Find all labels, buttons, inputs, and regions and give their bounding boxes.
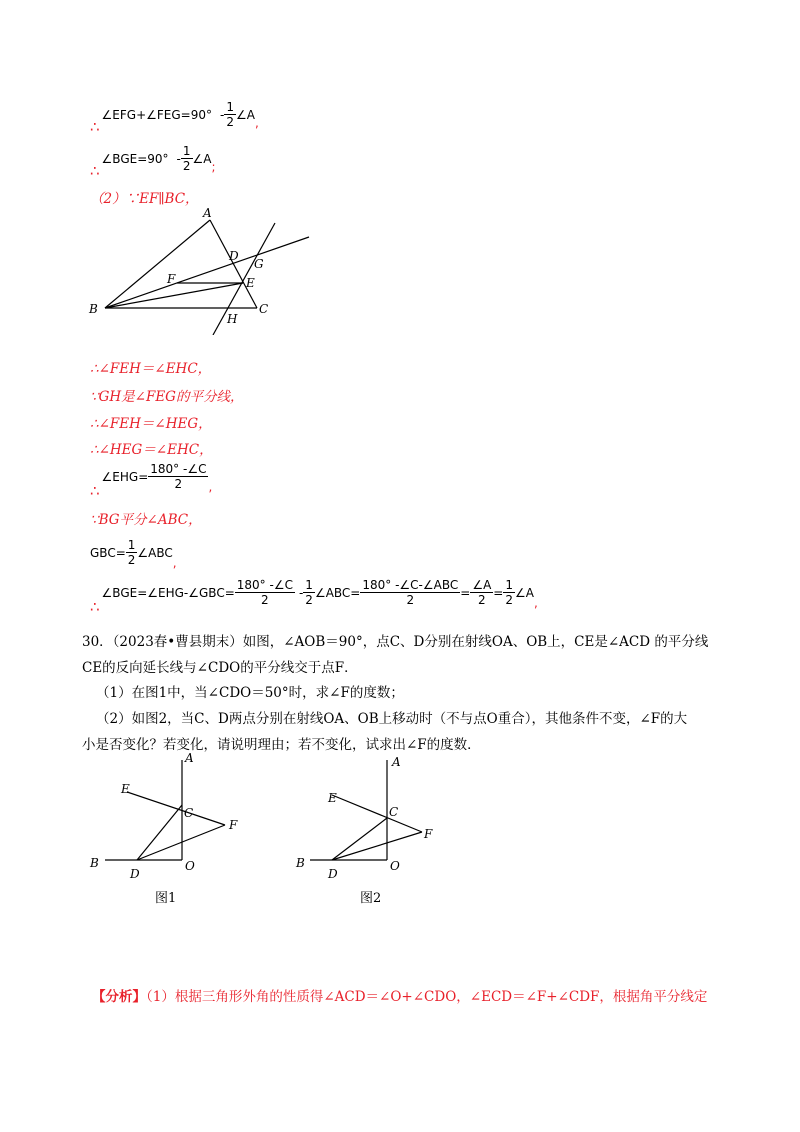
figure-1 <box>85 750 255 910</box>
therefore-symbol: ∴ <box>90 117 100 136</box>
fraction-denominator: 2 <box>226 115 234 129</box>
fraction-denominator: 2 <box>148 476 208 491</box>
fraction-denominator: 2 <box>470 592 493 607</box>
label-B: B <box>296 856 305 870</box>
expr-tail: ∠A <box>192 151 212 166</box>
label-D: D <box>130 867 140 881</box>
gbc-line <box>90 538 177 570</box>
ehg-line <box>90 462 213 500</box>
expr-tail: ∠A <box>236 107 255 122</box>
fraction-half <box>224 100 236 129</box>
label-D: D <box>229 249 239 263</box>
bg-bisect-line: ∵BG平分∠ABC， <box>90 512 202 528</box>
label-D: D <box>328 867 338 881</box>
therefore-symbol: ∴ <box>90 161 100 180</box>
fraction-denominator: 2 <box>127 553 136 567</box>
fraction-numerator: 180° -∠C <box>150 462 207 476</box>
expr-left: ∠EFG+∠FEG=90° <box>101 107 213 122</box>
label-C: C <box>259 302 269 316</box>
label-C: C <box>184 806 194 820</box>
label-B: B <box>89 302 98 316</box>
figure-caption: 图1 <box>155 891 177 906</box>
label-E: E <box>246 276 255 290</box>
label-C: C <box>389 805 399 819</box>
expr-tail: ∠A <box>514 585 534 600</box>
expr-tail: ∠ABC <box>137 545 173 560</box>
fraction-3 <box>360 578 460 607</box>
fraction-denominator: 2 <box>182 159 191 173</box>
fraction-1 <box>235 578 295 607</box>
fraction-denominator: 2 <box>235 592 295 607</box>
analysis-tag: 【分析】 <box>92 989 146 1005</box>
label-O: O <box>185 859 195 873</box>
label-E: E <box>328 791 337 805</box>
comma: , <box>172 555 177 570</box>
label-A: A <box>203 206 212 220</box>
fraction-half <box>126 538 138 567</box>
label-F: F <box>229 818 238 832</box>
q30-line-3: （1）在图1中，当∠CDO＝50°时，求∠F的度数； <box>96 685 404 701</box>
equals-sign: = <box>493 585 504 600</box>
fraction-numerator: 1 <box>226 100 234 114</box>
expr-left: ∠BGE=90° <box>101 151 169 166</box>
fraction-numerator: 180° -∠C <box>236 578 293 592</box>
minus-sign: - <box>298 585 304 600</box>
final-line <box>90 578 538 616</box>
fraction-5 <box>503 578 515 607</box>
fraction-denominator: 2 <box>505 593 513 607</box>
minus-sign: - <box>176 151 181 166</box>
fraction-2 <box>303 578 315 607</box>
minus-sign: - <box>220 107 225 122</box>
label-H: H <box>227 312 238 326</box>
geometry-figure-triangle <box>85 205 325 335</box>
fraction-numerator: ∠A <box>472 578 492 592</box>
fraction-denominator: 2 <box>305 593 313 607</box>
semicolon: ; <box>211 159 216 174</box>
analysis-text: （1）根据三角形外角的性质得∠ACD＝∠O+∠CDO，∠ECD＝∠F+∠CDF，根据角平分线定 <box>146 989 708 1005</box>
solution-line-1 <box>90 100 259 136</box>
fraction-numerator: 1 <box>127 538 136 552</box>
step-3: ∴∠FEH＝∠HEG， <box>90 416 212 432</box>
expr-mid: ∠ABC= <box>314 585 361 600</box>
q30-line-2: CE的反向延长线与∠CDO的平分线交于点F． <box>82 660 358 676</box>
expr-left: GBC= <box>90 545 126 560</box>
part2-heading: （2）∵EF∥BC， <box>90 191 199 207</box>
q30-line-5: 小是否变化？若变化，请说明理由；若不变化，试求出∠F的度数． <box>82 737 481 753</box>
label-G: G <box>254 257 264 271</box>
solution-line-2 <box>90 144 216 180</box>
step-1: ∴∠FEH＝∠EHC， <box>90 361 212 377</box>
comma: , <box>208 479 213 494</box>
figure-caption: 图2 <box>360 891 382 906</box>
label-A: A <box>392 755 401 769</box>
comma: , <box>254 115 259 130</box>
label-F: F <box>167 272 176 286</box>
label-A: A <box>185 751 194 765</box>
fraction-numerator: 1 <box>505 578 513 592</box>
expr-left: ∠EHG= <box>101 469 149 484</box>
q30-line-4: （2）如图2，当C、D两点分别在射线OA、OB上移动时（不与点O重合），其他条件不变，∠F的大 <box>96 711 688 727</box>
comma: , <box>533 595 538 610</box>
step-2: ∵GH是∠FEG的平分线， <box>90 389 244 405</box>
step-4: ∴∠HEG＝∠EHC， <box>90 442 213 458</box>
therefore-symbol: ∴ <box>90 481 100 500</box>
label-F: F <box>424 827 433 841</box>
fraction-numerator: 180° -∠C-∠ABC <box>362 578 459 592</box>
fraction <box>148 462 208 491</box>
fraction-numerator: 1 <box>182 144 191 158</box>
expr-left: ∠BGE=∠EHG-∠GBC= <box>101 585 235 600</box>
label-O: O <box>390 859 400 873</box>
figure-2 <box>290 750 460 910</box>
fraction-numerator: 1 <box>305 578 313 592</box>
fraction-half <box>181 144 193 173</box>
q30-line-1: 30．（2023春•曹县期末）如图，∠AOB＝90°，点C、D分别在射线OA、OB上，CE是∠ACD 的平分线 <box>82 634 709 650</box>
therefore-symbol: ∴ <box>90 597 100 616</box>
label-B: B <box>90 856 99 870</box>
equals-sign: = <box>460 585 471 600</box>
fraction-4 <box>470 578 493 607</box>
fraction-denominator: 2 <box>360 592 460 607</box>
label-E: E <box>121 782 130 796</box>
analysis-line <box>92 985 707 1005</box>
